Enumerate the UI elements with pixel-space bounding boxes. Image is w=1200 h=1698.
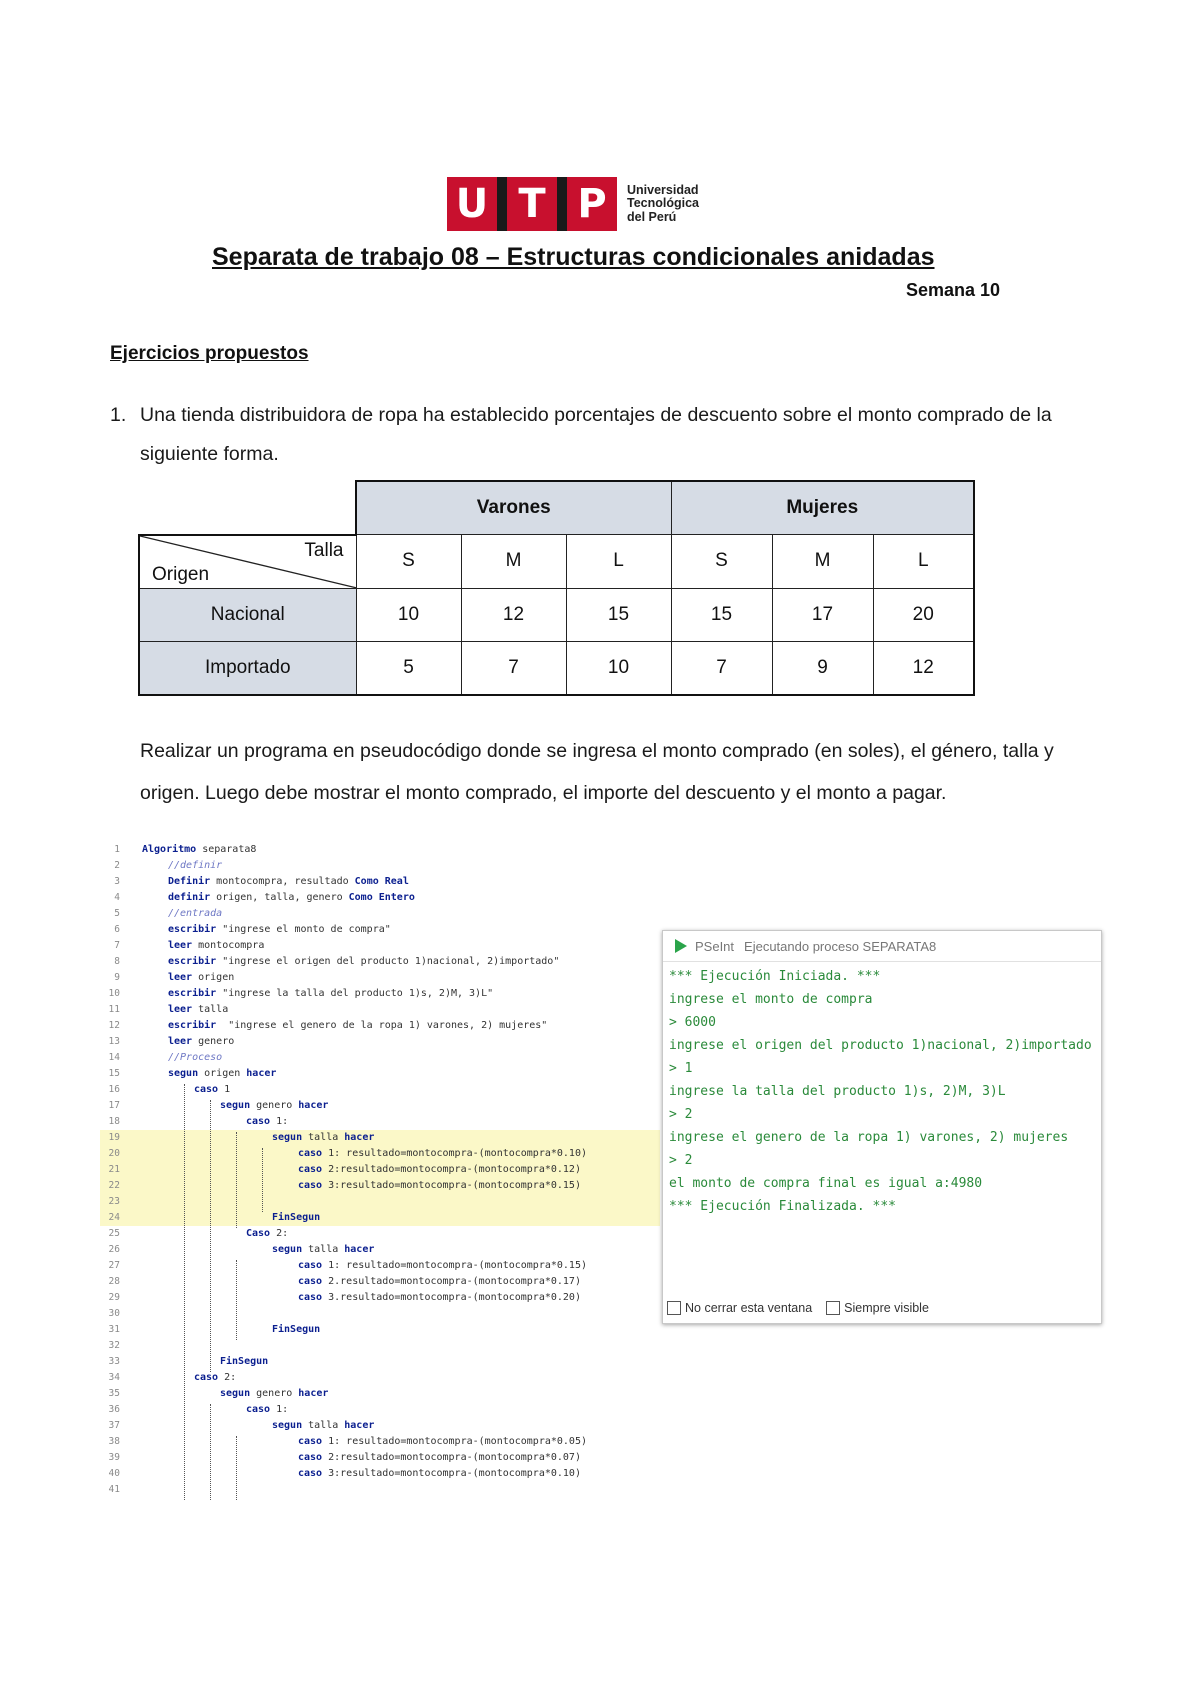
code-text: definir origen, talla, genero Como Entero — [168, 892, 415, 903]
indent-guide — [184, 1084, 185, 1500]
code-text: escribir "ingrese el genero de la ropa 1) varones, 2) mujeres" — [168, 1020, 548, 1031]
line-number: 21 — [108, 1164, 120, 1175]
pseint-titlebar — [663, 931, 1101, 962]
code-text: segun genero hacer — [220, 1388, 329, 1399]
console-line: ingrese el monto de compra — [669, 992, 873, 1007]
code-text: //Proceso — [168, 1052, 223, 1063]
indent-guide — [210, 1404, 211, 1500]
logo-letter-t: T — [518, 181, 546, 227]
code-text: segun talla hacer — [272, 1244, 375, 1255]
console-line: ingrese la talla del producto 1)s, 2)M, 3)L — [669, 1084, 1006, 1099]
logo-letter-p: P — [577, 181, 607, 227]
line-number: 5 — [114, 908, 120, 919]
code-text: caso 2.resultado=montocompra-(montocompra*0.17) — [298, 1276, 581, 1287]
always-visible-label: Siempre visible — [844, 1301, 929, 1315]
table-row — [139, 641, 974, 695]
exercise-text-line2: siguiente forma. — [140, 443, 279, 465]
table-row — [139, 588, 974, 641]
line-number: 31 — [108, 1324, 120, 1335]
line-number: 20 — [108, 1148, 120, 1159]
line-number: 30 — [108, 1308, 120, 1319]
code-text: leer origen — [168, 972, 235, 983]
line-number: 23 — [108, 1196, 120, 1207]
code-line — [100, 986, 660, 1002]
line-number: 2 — [114, 860, 120, 871]
code-line — [100, 874, 660, 890]
code-line — [100, 890, 660, 906]
table-cell: 9 — [772, 641, 873, 695]
week-label: Semana 10 — [905, 280, 1000, 300]
code-text: //definir — [168, 860, 223, 871]
always-visible-checkbox[interactable] — [826, 1301, 840, 1315]
code-text: caso 1: resultado=montocompra-(montocompra*0.05) — [298, 1436, 587, 1447]
corner-talla: Talla — [304, 539, 344, 561]
console-line: > 6000 — [669, 1015, 716, 1030]
code-text: segun origen hacer — [168, 1068, 277, 1079]
code-text: caso 2:resultado=montocompra-(montocompra*0.12) — [298, 1164, 581, 1175]
indent-guide — [236, 1132, 237, 1228]
line-number: 16 — [108, 1084, 120, 1095]
requirement-line1: Realizar un programa en pseudocódigo donde se ingresa el monto comprado (en soles), el género, talla y — [140, 740, 1054, 762]
table-cell: 10 — [356, 588, 461, 641]
line-number: 1 — [114, 844, 120, 855]
corner-cell — [139, 535, 356, 589]
code-text: caso 3:resultado=montocompra-(montocompra*0.15) — [298, 1180, 581, 1191]
code-text: escribir "ingrese el monto de compra" — [168, 924, 391, 935]
table-cell: 17 — [772, 588, 873, 641]
line-number: 22 — [108, 1180, 120, 1191]
code-line — [100, 1002, 660, 1018]
code-editor — [100, 842, 660, 1502]
code-text: caso 1: — [246, 1116, 289, 1127]
line-number: 34 — [108, 1372, 120, 1383]
line-number: 38 — [108, 1436, 120, 1447]
console-line: *** Ejecución Finalizada. *** — [669, 1199, 896, 1214]
line-number: 4 — [114, 892, 120, 903]
line-number: 28 — [108, 1276, 120, 1287]
line-number: 9 — [114, 972, 120, 983]
line-number: 14 — [108, 1052, 120, 1063]
line-number: 17 — [108, 1100, 120, 1111]
pseint-footer — [667, 1301, 929, 1315]
code-text: leer talla — [168, 1004, 229, 1015]
document-title: Separata de trabajo 08 – Estructuras condicionales anidadas — [212, 243, 935, 271]
table-cell: 7 — [671, 641, 772, 695]
group-header-mujeres: Mujeres — [671, 481, 974, 535]
line-number: 37 — [108, 1420, 120, 1431]
line-number: 35 — [108, 1388, 120, 1399]
line-number: 40 — [108, 1468, 120, 1479]
console-line: ingrese el genero de la ropa 1) varones, 2) mujeres — [669, 1130, 1069, 1145]
code-line — [100, 1018, 660, 1034]
keep-open-checkbox[interactable] — [667, 1301, 681, 1315]
code-text: segun genero hacer — [220, 1100, 329, 1111]
row-label: Nacional — [139, 588, 356, 641]
size-header: L — [873, 535, 974, 589]
row-label: Importado — [139, 641, 356, 695]
group-header-varones: Varones — [356, 481, 671, 535]
line-number: 32 — [108, 1340, 120, 1351]
line-number: 39 — [108, 1452, 120, 1463]
table-cell: 12 — [461, 588, 566, 641]
logo-text: Universidad Tecnológica del Perú — [627, 182, 700, 224]
size-header: S — [671, 535, 772, 589]
line-number: 10 — [108, 988, 120, 999]
code-line — [100, 842, 660, 858]
indent-guide — [236, 1436, 237, 1500]
keep-open-label: No cerrar esta ventana — [685, 1301, 813, 1315]
code-text: Definir montocompra, resultado Como Real — [168, 876, 409, 887]
code-line — [100, 922, 660, 938]
code-text: caso 1: resultado=montocompra-(montocompra*0.10) — [298, 1148, 587, 1159]
code-text: caso 2:resultado=montocompra-(montocompra*0.07) — [298, 1452, 581, 1463]
pseint-window — [662, 930, 1102, 1324]
line-number: 36 — [108, 1404, 120, 1415]
console-line: > 1 — [669, 1061, 693, 1076]
table-cell: 15 — [671, 588, 772, 641]
console-line: ingrese el origen del producto 1)nacional, 2)importado — [669, 1038, 1092, 1053]
table-cell: 7 — [461, 641, 566, 695]
pseint-status: Ejecutando proceso SEPARATA8 — [744, 938, 937, 954]
table-cell: 12 — [873, 641, 974, 695]
code-text: escribir "ingrese la talla del producto 1)s, 2)M, 3)L" — [168, 988, 494, 999]
code-text: FinSegun — [272, 1212, 321, 1223]
code-text: segun talla hacer — [272, 1420, 375, 1431]
line-number: 15 — [108, 1068, 120, 1079]
code-line — [100, 938, 660, 954]
code-text: Caso 2: — [246, 1228, 289, 1239]
corner-origen: Origen — [152, 563, 210, 585]
run-icon — [675, 939, 687, 953]
table-cell: 20 — [873, 588, 974, 641]
code-text: segun talla hacer — [272, 1132, 375, 1143]
exercise-number: 1. — [110, 404, 127, 426]
line-number: 8 — [114, 956, 120, 967]
indent-guide — [262, 1148, 263, 1212]
line-number: 19 — [108, 1132, 120, 1143]
code-text: Algoritmo separata8 — [142, 844, 257, 855]
discount-table — [138, 480, 975, 696]
code-text: caso 3.resultado=montocompra-(montocompra*0.20) — [298, 1292, 581, 1303]
line-number: 41 — [108, 1484, 120, 1495]
section-title: Ejercicios propuestos — [110, 343, 309, 364]
line-number: 11 — [108, 1004, 120, 1015]
line-number: 33 — [108, 1356, 120, 1367]
console-line: > 2 — [669, 1107, 693, 1122]
console-line: > 2 — [669, 1153, 693, 1168]
line-number: 18 — [108, 1116, 120, 1127]
line-number: 24 — [108, 1212, 120, 1223]
line-number: 12 — [108, 1020, 120, 1031]
size-header: S — [356, 535, 461, 589]
code-text: escribir "ingrese el origen del producto 1)nacional, 2)importado" — [168, 956, 560, 967]
line-number: 3 — [114, 876, 120, 887]
logo-letter-u: U — [455, 181, 489, 227]
code-line — [100, 1066, 660, 1082]
indent-guide — [210, 1100, 211, 1372]
line-number: 27 — [108, 1260, 120, 1271]
code-text: caso 1: — [246, 1404, 289, 1415]
requirement-line2: origen. Luego debe mostrar el monto comprado, el importe del descuento y el monto a pagar. — [140, 782, 947, 804]
line-number: 29 — [108, 1292, 120, 1303]
code-line — [100, 906, 660, 922]
console-line: *** Ejecución Iniciada. *** — [669, 969, 881, 984]
line-number: 26 — [108, 1244, 120, 1255]
console-line: el monto de compra final es igual a:4980 — [669, 1176, 983, 1191]
table-cell: 10 — [566, 641, 671, 695]
code-text: leer genero — [168, 1036, 235, 1047]
code-text: //entrada — [168, 908, 223, 919]
size-header: M — [461, 535, 566, 589]
code-line — [100, 970, 660, 986]
code-line — [100, 1050, 660, 1066]
code-text: caso 1 — [194, 1084, 231, 1095]
pseint-app-name: PSeInt — [695, 938, 735, 954]
code-text: FinSegun — [272, 1324, 321, 1335]
utp-logo — [447, 177, 699, 231]
code-text: caso 3:resultado=montocompra-(montocompra*0.10) — [298, 1468, 581, 1479]
code-line — [100, 1034, 660, 1050]
code-line — [100, 954, 660, 970]
code-text: FinSegun — [220, 1356, 269, 1367]
line-number: 13 — [108, 1036, 120, 1047]
indent-guide — [236, 1260, 237, 1340]
line-number: 25 — [108, 1228, 120, 1239]
size-header: M — [772, 535, 873, 589]
line-number: 6 — [114, 924, 120, 935]
table-cell: 15 — [566, 588, 671, 641]
exercise-text-line1: Una tienda distribuidora de ropa ha establecido porcentajes de descuento sobre el monto comprado de la — [140, 404, 1052, 426]
table-cell: 5 — [356, 641, 461, 695]
size-header: L — [566, 535, 671, 589]
line-number: 7 — [114, 940, 120, 951]
code-text: leer montocompra — [168, 940, 265, 951]
code-text: caso 2: — [194, 1372, 237, 1383]
code-text: caso 1: resultado=montocompra-(montocompra*0.15) — [298, 1260, 587, 1271]
code-line — [100, 858, 660, 874]
